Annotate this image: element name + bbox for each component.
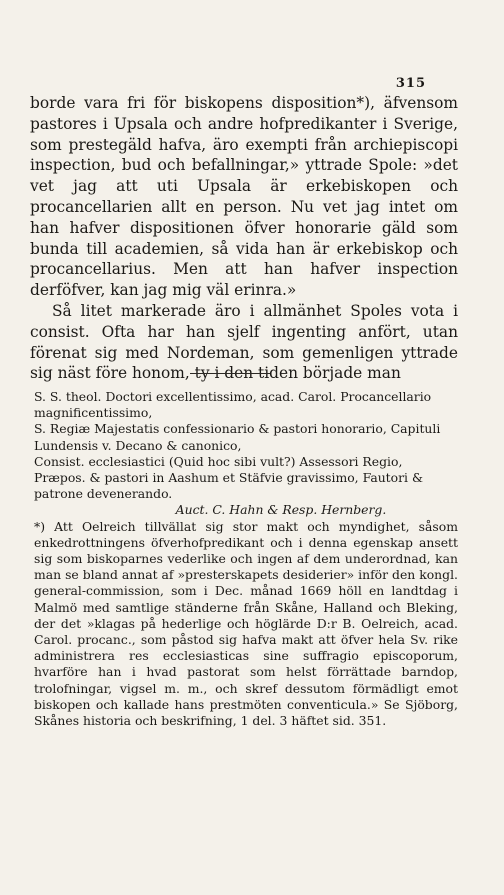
notes-section (34, 389, 458, 729)
main-paragraph-1: borde vara fri för biskopens disposition*), äfvensom pastores i Upsala och andre hofpredikanter i Sverige, som prestegäld hafva, äro exempti från archiepiscopi inspection, bud och befallningar,» yttrade Spole: »det vet jag att uti Upsala är erkebiskopen och procancellarien allt en person. Nu vet jag intet om han hafver dispositionen öfver honorarie gäld som bunda till academien, så vida han är erkebiskop och procancellarius. Men att han hafver inspection derföfver, kan jag mig väl erinra.» (30, 94, 458, 300)
signature-line: Auct. C. Hahn & Resp. Hernberg. (175, 502, 387, 518)
dedication-block (34, 389, 458, 502)
main-text (30, 93, 458, 384)
dedication-line: S. Regiæ Majestatis confessionario & pastori honorario, Capituli Lundensis v. Decano & canonico, (34, 421, 441, 453)
footnote: *) Att Oelreich tillvällat sig stor makt och myndighet, såsom enkedrottningens öfverhofpredikant och i denna egenskap ansett sig som biskoparnes vederlike och ingen af dem underordnad, kan man se bland annat af »presterskapets desiderier» inför den kongl. general-commission, som i Dec. månad 1669 höll en landtdag i Malmö med samtlige ständerne från Skåne, Halland och Bleking, der det »klagas på hederlige och höglärde D:r B. Oelreich, acad. Carol. procanc., som påstod sig hafva makt att öfver hela Sv. rike administrera res ecclesiasticas sine suffragio episcoporum, hvarföre han i hvad pastorat som helst förrättade barndop, trolofningar, vigsel m. m., och skref dessutom förmädligt emot biskopen och kallade hans prestmöten conventicula.» Se Sjöborg, Skånes historia och beskrifning, 1 del. 3 häftet sid. 351. (34, 518, 458, 729)
dedication-line: Præpos. & pastori in Aashum et Stäfvie gravissimo, Fautori & patrone devenerando. (34, 470, 423, 502)
main-paragraph-2: Så litet markerade äro i allmänhet Spoles vota i consist. Ofta har han sjelf ingenting anfört, utan förenat sig med Nordeman, som gemenligen yttrade sig näst före honom, ty i den tiden började man (30, 301, 458, 383)
footnote-divider (190, 373, 270, 374)
page-number: 315 (395, 76, 426, 91)
dedication-line: Consist. ecclesiastici (Quid hoc sibi vult?) Assessori Regio, (34, 453, 403, 469)
dedication-line: S. S. theol. Doctori excellentissimo, acad. Carol. Procancellario magnificentissimo, (34, 389, 432, 421)
